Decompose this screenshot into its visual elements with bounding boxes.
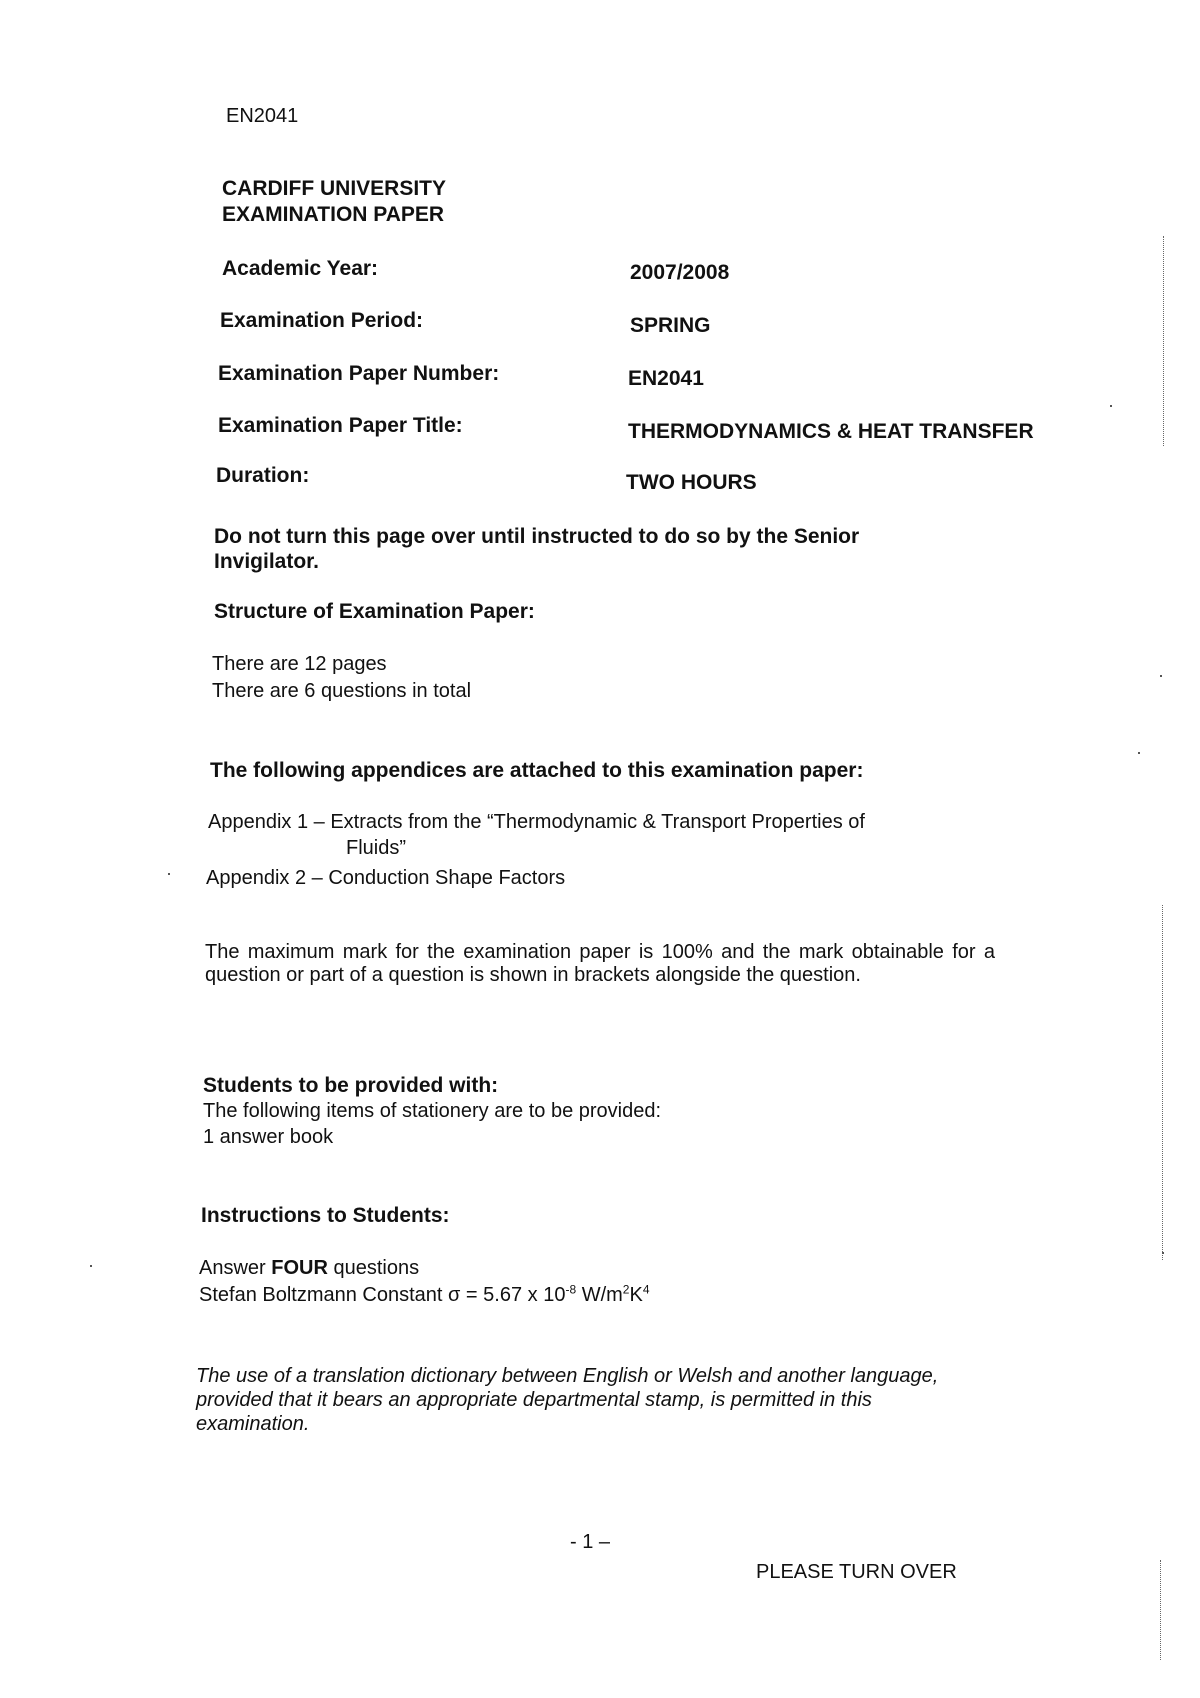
detail-value: 2007/2008	[630, 261, 730, 284]
appendices-heading: The following appendices are attached to this examination paper:	[210, 759, 864, 782]
detail-value: THERMODYNAMICS & HEAT TRANSFER	[628, 420, 1034, 443]
detail-label: Examination Paper Title:	[218, 414, 463, 437]
structure-pages: There are 12 pages	[212, 653, 387, 675]
detail-label: Academic Year:	[222, 257, 379, 280]
scan-artifact	[1160, 1560, 1161, 1660]
detail-value: SPRING	[630, 314, 711, 337]
instruction-answer-count: FOUR	[271, 1257, 328, 1279]
paper-type: EXAMINATION PAPER	[222, 203, 445, 226]
detail-label: Duration:	[216, 464, 310, 487]
appendix-1-line-1: Appendix 1 – Extracts from the “Thermodynamic & Transport Properties of	[208, 811, 865, 833]
provided-heading: Students to be provided with:	[203, 1074, 499, 1097]
structure-heading: Structure of Examination Paper:	[214, 600, 535, 623]
scan-artifact	[1162, 905, 1163, 1260]
instructions-heading: Instructions to Students:	[201, 1204, 450, 1227]
provided-line-2: 1 answer book	[203, 1126, 334, 1148]
scan-artifact	[168, 873, 170, 875]
scan-artifact	[1110, 405, 1112, 407]
detail-value: EN2041	[628, 367, 704, 390]
paper-code: EN2041	[226, 105, 299, 127]
university-name: CARDIFF UNIVERSITY	[222, 177, 447, 200]
detail-label: Examination Period:	[220, 309, 424, 332]
instruction-answer: Answer FOUR questions	[199, 1257, 420, 1279]
warning-line-1: Do not turn this page over until instructed to do so by the Senior	[214, 525, 860, 548]
scan-artifact	[1160, 675, 1162, 677]
scan-artifact	[90, 1265, 92, 1267]
appendix-2: Appendix 2 – Conduction Shape Factors	[206, 867, 566, 889]
page-number: - 1 –	[570, 1531, 611, 1553]
provided-line-1: The following items of stationery are to be provided:	[203, 1100, 662, 1122]
marks-note: The maximum mark for the examination paper is 100% and the mark obtainable for a question or part of a question is shown in brackets alongside the question.	[205, 941, 995, 986]
scan-artifact	[1138, 752, 1140, 754]
dictionary-note: The use of a translation dictionary between English or Welsh and another language, provided that it bears an appropriate departmental stamp, is permitted in this examination.	[196, 1365, 939, 1435]
stefan-boltzmann-constant: Stefan Boltzmann Constant σ = 5.67 x $10^{-8}$ $W/m^2K^4$	[199, 1282, 650, 1306]
warning-line-2: Invigilator.	[214, 550, 320, 573]
structure-questions: There are 6 questions in total	[212, 680, 472, 702]
detail-label: Examination Paper Number:	[218, 362, 500, 385]
scan-artifact	[1162, 1252, 1164, 1254]
appendix-1-line-2: Fluids”	[346, 837, 407, 859]
detail-value: TWO HOURS	[626, 471, 757, 494]
scan-artifact	[1163, 236, 1164, 446]
turn-over-notice: PLEASE TURN OVER	[756, 1561, 957, 1583]
